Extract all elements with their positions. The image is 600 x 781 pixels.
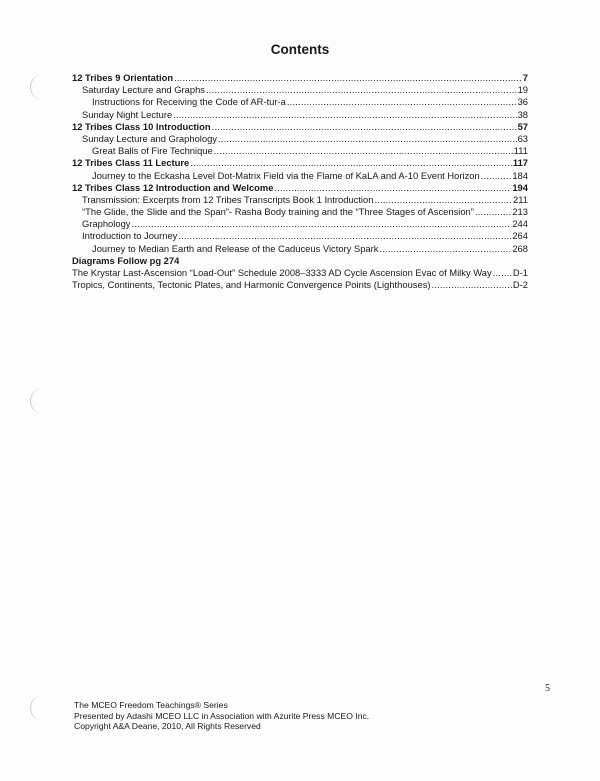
toc-leader-dots <box>379 243 511 255</box>
toc-leader-dots <box>287 96 517 108</box>
toc-entry <box>72 182 528 194</box>
table-of-contents <box>72 72 528 291</box>
toc-entry-page: 213 <box>512 206 528 218</box>
toc-entry <box>72 133 528 145</box>
toc-entry <box>72 194 528 206</box>
toc-entry-page: D-1 <box>512 267 528 278</box>
toc-entry-title: Saturday Lecture and Graphs <box>82 84 205 96</box>
toc-entry-page: 36 <box>517 96 528 108</box>
toc-entry-page: 211 <box>513 193 528 205</box>
page-number: 5 <box>545 683 550 694</box>
toc-leader-dots <box>374 194 512 206</box>
toc-entry <box>72 206 528 218</box>
toc-entry-page: 38 <box>517 108 528 120</box>
toc-entry-page: D-2 <box>512 279 528 291</box>
toc-entry <box>72 279 528 291</box>
toc-entry-title: Great Balls of Fire Technique <box>92 145 213 157</box>
toc-entry <box>72 84 528 96</box>
toc-entry-title: Sunday Night Lecture <box>82 108 173 120</box>
toc-entry-title: “The Glide, the Slide and the Span”- Rasha Body training and the “Three Stages of Ascension” <box>82 206 474 218</box>
toc-entry-title: Journey to Median Earth and Release of the Caduceus Victory Spark <box>92 242 379 254</box>
toc-leader-dots <box>212 121 517 133</box>
toc-entry <box>72 121 528 133</box>
toc-leader-dots <box>190 157 512 169</box>
toc-leader-dots <box>218 133 517 145</box>
toc-entry-page: 63 <box>517 132 528 144</box>
toc-entry-title: The Krystar Last-Ascension “Load-Out” Schedule 2008–3333 AD Cycle Ascension Evac of Milky Way <box>72 267 492 278</box>
toc-entry <box>72 96 528 108</box>
toc-entry-page: 57 <box>517 120 528 132</box>
toc-entry <box>72 267 528 279</box>
toc-entry <box>72 230 528 242</box>
toc-leader-dots <box>481 170 512 182</box>
toc-entry <box>72 255 528 267</box>
toc-entry-title: Journey to the Eckasha Level Dot-Matrix Field via the Flame of KaLA and A-10 Event Horizon <box>92 169 480 181</box>
toc-entry <box>72 72 528 84</box>
binder-hole-bottom <box>30 695 45 721</box>
toc-leader-dots <box>206 84 517 96</box>
footer-copyright: Copyright A&A Deane, 2010, All Rights Reserved <box>74 721 261 732</box>
binder-hole-middle <box>30 388 45 414</box>
toc-entry-title: 12 Tribes Class 10 Introduction <box>72 120 211 132</box>
toc-entry-title: Tropics, Continents, Tectonic Plates, and Harmonic Convergence Points (Lighthouses) <box>72 279 431 291</box>
toc-entry-title: 12 Tribes 9 Orientation <box>72 72 174 83</box>
toc-leader-dots <box>475 206 511 218</box>
toc-entry-page: 194 <box>512 181 528 193</box>
toc-entry <box>72 218 528 230</box>
toc-leader-dots <box>173 109 516 121</box>
toc-leader-dots <box>178 230 511 242</box>
toc-entry <box>72 157 528 169</box>
binder-hole-top <box>30 74 45 100</box>
toc-entry-page: 244 <box>512 218 528 230</box>
toc-leader-dots <box>493 267 512 279</box>
toc-entry-page: 117 <box>512 157 528 169</box>
toc-leader-dots <box>214 145 513 157</box>
toc-entry-title: Transmission: Excerpts from 12 Tribes Transcripts Book 1 Introduction <box>82 193 374 205</box>
toc-entry <box>72 109 528 121</box>
toc-entry-title: Introduction to Journey <box>82 230 178 242</box>
toc-leader-dots <box>174 72 522 84</box>
footer-series: The MCEO Freedom Teachings® Series <box>74 700 228 710</box>
toc-entry-title: 12 Tribes Class 11 Lecture <box>72 157 190 169</box>
toc-entry-title: Diagrams Follow pg 274 <box>72 254 180 266</box>
page-title: Contents <box>270 42 330 57</box>
toc-entry-title: Instructions for Receiving the Code of AR-tur-a <box>92 96 286 108</box>
toc-entry-page: 111 <box>513 145 528 157</box>
toc-leader-dots <box>131 218 511 230</box>
toc-leader-dots <box>432 279 512 291</box>
toc-entry-page: 264 <box>512 230 528 242</box>
toc-entry <box>72 145 528 157</box>
toc-entry-page: 184 <box>512 169 528 181</box>
toc-entry-page: 268 <box>512 242 528 254</box>
footer <box>74 700 369 732</box>
toc-entry <box>72 243 528 255</box>
toc-leader-dots <box>274 182 511 194</box>
toc-entry-page: 19 <box>517 84 528 96</box>
toc-entry-title: Sunday Lecture and Graphology <box>82 132 217 144</box>
toc-entry-page: 7 <box>522 72 528 83</box>
toc-entry <box>72 170 528 182</box>
toc-entry-title: Graphology <box>82 218 131 230</box>
footer-publisher: Presented by Adashi MCEO LLC in Association with Azurite Press MCEO Inc. <box>74 710 370 721</box>
toc-entry-title: 12 Tribes Class 12 Introduction and Welcome <box>72 181 274 193</box>
